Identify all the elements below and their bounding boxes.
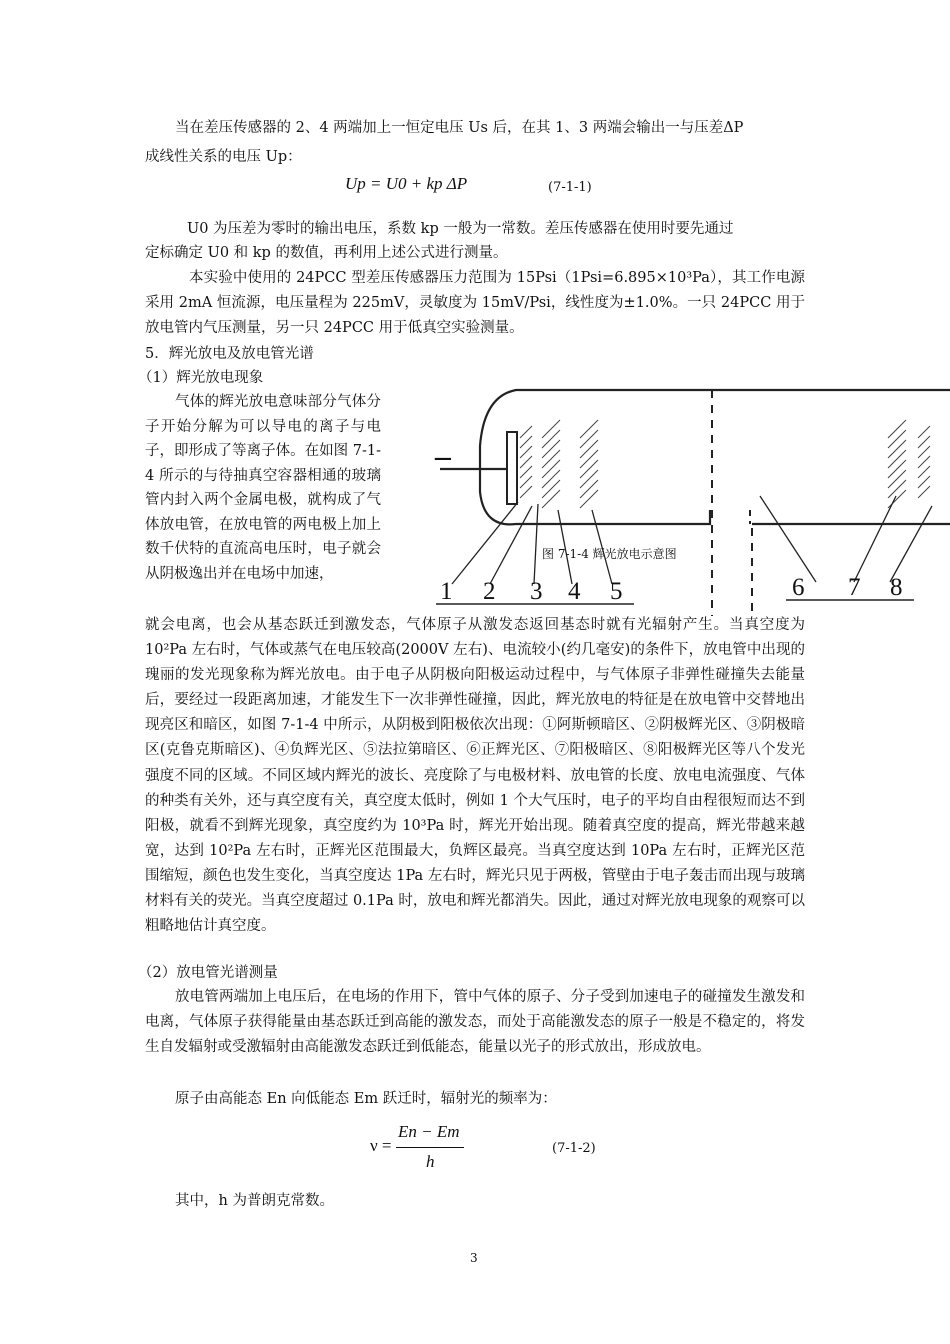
figure-label-5: 5 [610,578,623,605]
hatch-region-8 [918,426,930,498]
equation-number-1: (7-1-1) [548,180,592,195]
equation-number-2: (7-1-2) [552,1141,596,1156]
figure-label-6: 6 [792,574,805,601]
para2-line1: U0 为压差为零时的输出电压，系数 kp 一般为一常数。差压传感器在使用时要先通过 [187,221,734,237]
discharge-tube-figure [430,386,950,626]
hatch-region-5 [580,420,598,508]
hatch-region-2 [520,426,532,498]
figure-label-8: 8 [890,574,903,601]
para1-line1: 当在差压传感器的 2、4 两端加上一恒定电压 Us 后，在其 1、3 两端会输出一与压差ΔP [175,120,744,136]
figure-caption: 图 7-1-4 辉光放电示意图 [542,547,677,561]
wrap-text: 气体的辉光放电意味部分气体分子开始分解为可以导电的离子与电子，即形成了等离子体。在如图 7-1-4 所示的与待抽真空容器相通的玻璃管内封入两个金属电极，就构成了气体放电管，在放电管的两电极上加上数千伏特的直流高电压时，电子就会从阴极逸出并在电场中加速， [145,394,381,582]
figure-label-2: 2 [483,578,496,605]
hatch-region-7 [888,420,906,508]
cathode-minus-sign: − [432,444,454,474]
section-5-heading: 5．辉光放电及放电管光谱 [145,346,314,362]
para1-line2: 成线性关系的电压 Up： [145,149,302,165]
equation-7-1-2-lhs: ν = [370,1136,392,1155]
para5: 放电管两端加上电压后，在电场的作用下，管中气体的原子、分子受到加速电子的碰撞发生激发和电离，气体原子获得能量由基态跃迁到高能的激发态，而处于高能激发态的原子一般是不稳定的，将发生自发辐射或受激辐射由高能激发态跃迁到低能态，能量以光子的形式放出，形成放电。 [145,989,805,1056]
figure-label-4: 4 [568,578,581,605]
equation-7-1-1: Up = U0 + kp ΔP [345,174,468,193]
para3: 本实验中使用的 24PCC 型差压传感器压力范围为 15Psi（1Psi=6.895×10³Pa），其工作电源采用 2mA 恒流源，电压量程为 225mV，灵敏度为 15mV/Psi，线性度为±1.0%。一只 24PCC 用于放电管内气压测量，另一只 24PCC 用于低真空实验测量。 [145,270,805,336]
page-number: 3 [470,1251,478,1265]
figure-label-1: 1 [440,578,453,605]
para6: 原子由高能态 En 向低能态 Em 跃迁时，辐射光的频率为： [175,1091,557,1107]
figure-label-3: 3 [530,578,543,605]
hatch-region-4 [542,420,560,508]
equation-7-1-2-numerator: En − Em [398,1122,460,1141]
para7: 其中，h 为普朗克常数。 [175,1193,334,1209]
para4: 就会电离，也会从基态跃迁到激发态，气体原子从激发态返回基态时就有光辐射产生。当真空度为 10²Pa 左右时，气体或蒸气在电压较高(2000V 左右)、电流较小(约几毫安)的条件下，放电管中出现的瑰丽的发光现象称为辉光放电。由于电子从阴极向阳极运动过程中，与气体原子非弹性碰撞失去能量后，要经过一段距离加速，才能发生下一次非弹性碰撞，因此，辉光放电的特征是在放电管中交替地出现亮区和暗区，如图 7-1-4 中所示，从阴极到阳极依次出现：①阿斯顿暗区、②阴极辉光区、③阴极暗区(克鲁克斯暗区)、④负辉光区、⑤法拉第暗区、⑥正辉光区、⑦阳极暗区、⑧阳极辉光区等八个发光强度不同的区域。不同区域内辉光的波长、亮度除了与电极材料、放电管的长度、放电电流强度、气体的种类有关外，还与真空度有关，真空度太低时，例如 1 个大气压时，电子的平均自由程很短而达不到阳极，就看不到辉光现象，真空度约为 10³Pa 时，辉光开始出现。随着真空度的提高，辉光带越来越宽，达到 10²Pa 左右时，正辉光区范围最大，负辉区最亮。当真空度达到 10Pa 左右时，正辉光区范围缩短，颜色也发生变化，当真空度达 1Pa 左右时，辉光只见于两极，管壁由于电子轰击而出现与玻璃材料有关的荧光。当真空度超过 0.1Pa 时，放电和辉光都消失。因此，通过对辉光放电现象的观察可以粗略地估计真空度。 [145,617,805,935]
para2-line2: 定标确定 U0 和 kp 的数值，再利用上述公式进行测量。 [145,245,508,261]
equation-7-1-2-denominator: h [426,1152,435,1171]
fraction-bar [396,1147,464,1148]
subsection-1-heading: （1）辉光放电现象 [138,370,264,386]
figure-label-7: 7 [848,574,861,601]
subsection-2-heading: （2）放电管光谱测量 [138,965,278,981]
